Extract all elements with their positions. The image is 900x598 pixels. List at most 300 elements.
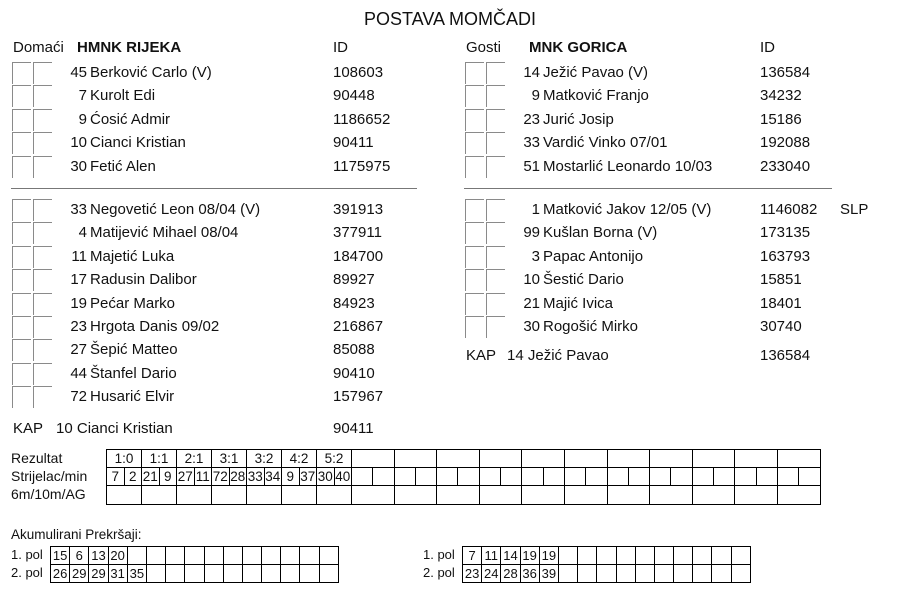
player-checkbox[interactable] [12, 156, 31, 178]
result-cell: 1:1 [142, 450, 177, 468]
penalty-cell [352, 486, 395, 505]
player-id: 89927 [333, 271, 375, 289]
player-number: 9 [531, 87, 540, 105]
player-number: 11 [71, 247, 87, 265]
player-name: Kurolt Edi [90, 87, 156, 105]
player-checkbox[interactable] [486, 62, 505, 84]
penalty-cell [650, 486, 693, 505]
scorer-minute-cell: 2 [124, 468, 142, 486]
foul-cell: 19 [539, 547, 558, 565]
player-number: 17 [70, 271, 87, 289]
player-number: 23 [523, 110, 540, 128]
player-checkbox[interactable] [465, 156, 484, 178]
half-label: 1. pol [11, 547, 43, 562]
away-player-row [465, 131, 885, 155]
player-id: 90448 [333, 87, 375, 105]
foul-cell [674, 547, 693, 565]
scorer-cell [479, 468, 500, 486]
penalty-cell [317, 486, 352, 505]
home-team-name: HMNK RIJEKA [77, 39, 182, 56]
penalty-cell [479, 486, 522, 505]
player-name: Majetić Luka [90, 247, 175, 265]
player-name: Pećar Marko [90, 294, 176, 312]
player-id: 216867 [333, 318, 384, 335]
player-checkbox[interactable] [12, 293, 31, 315]
player-checkbox[interactable] [486, 156, 505, 178]
result-cell [735, 450, 778, 468]
foul-cell: 24 [482, 565, 501, 583]
half-label: 1. pol [423, 547, 455, 562]
foul-cell [712, 547, 731, 565]
player-name: Radusin Dalibor [90, 271, 197, 289]
scorer-cell [352, 468, 373, 486]
home-captain [13, 420, 374, 437]
player-checkbox[interactable] [486, 199, 505, 221]
player-checkbox[interactable] [33, 156, 52, 178]
player-checkbox[interactable] [465, 199, 484, 221]
home-player-row [12, 198, 412, 222]
foul-cell [578, 565, 597, 583]
player-checkbox[interactable] [486, 222, 505, 244]
scorer-minute-cell: 40 [335, 468, 351, 484]
penalty-cell [735, 486, 778, 505]
home-player-row [12, 155, 412, 179]
foul-cell: 7 [463, 547, 482, 565]
player-id: 233040 [760, 157, 811, 175]
player-checkbox[interactable] [12, 132, 31, 154]
result-cell [777, 450, 820, 468]
player-id: 18401 [760, 294, 802, 312]
player-checkbox[interactable] [465, 62, 484, 84]
scorer-minute-cell: 11 [195, 468, 210, 484]
scorer-cell [628, 468, 649, 486]
foul-cell: 23 [463, 565, 482, 583]
scorer-number-cell: 27 [177, 468, 193, 484]
scorer-cell [692, 468, 713, 486]
player-checkbox[interactable] [486, 85, 505, 107]
away-captain-name: Ježić Pavao [527, 347, 609, 364]
foul-cell [319, 565, 338, 583]
foul-cell [223, 565, 242, 583]
player-checkbox[interactable] [12, 246, 31, 268]
player-checkbox[interactable] [465, 316, 484, 338]
player-number: 99 [523, 224, 540, 242]
player-number: 21 [523, 294, 540, 312]
foul-cell [731, 565, 750, 583]
foul-cell [635, 565, 654, 583]
player-id: 192088 [760, 134, 811, 152]
foul-cell [281, 547, 300, 565]
player-id: 391913 [333, 201, 384, 218]
player-checkbox[interactable] [12, 386, 31, 408]
foul-cell [319, 547, 338, 565]
player-name: Negovetić Leon 08/04 (V) [90, 201, 261, 218]
away-captain-number: 14 [507, 347, 524, 364]
foul-cell: 36 [520, 565, 539, 583]
player-checkbox[interactable] [12, 199, 31, 221]
player-checkbox[interactable] [486, 269, 505, 291]
scorer-cell [777, 468, 798, 486]
player-checkbox[interactable] [33, 222, 52, 244]
player-checkbox[interactable] [12, 109, 31, 131]
away-player-row [465, 268, 885, 292]
player-number: 4 [78, 224, 87, 242]
player-name: Ćosić Admir [90, 110, 171, 128]
scorer-number-cell: 30 [317, 468, 333, 484]
player-name: Berković Carlo (V) [90, 64, 212, 81]
foul-cell: 29 [89, 565, 108, 583]
player-number: 3 [531, 247, 540, 265]
player-id: 1175975 [333, 157, 391, 175]
away-player-row [465, 245, 885, 269]
home-player-row [12, 268, 412, 292]
scorer-cell [586, 468, 607, 486]
scorer-minute-cell: 37 [300, 468, 316, 484]
player-checkbox[interactable] [465, 85, 484, 107]
player-checkbox[interactable] [486, 316, 505, 338]
foul-cell [223, 547, 242, 565]
player-name: Matković Jakov 12/05 (V) [543, 201, 712, 218]
foul-cell: 19 [520, 547, 539, 565]
foul-cell [146, 547, 165, 565]
player-id: 1146082 [760, 201, 818, 218]
player-number: 10 [523, 271, 540, 289]
result-cell [650, 450, 693, 468]
scorer-cell [735, 468, 756, 486]
away-side-label: Gosti [466, 39, 502, 56]
scorer-minute-cell: 34 [265, 468, 281, 484]
away-player-row [465, 292, 885, 316]
home-player-row [12, 61, 412, 85]
scorer-cell [607, 468, 628, 486]
foul-cell: 14 [501, 547, 520, 565]
player-number: 30 [70, 157, 87, 175]
penalty-cell [107, 486, 142, 505]
player-checkbox[interactable] [12, 316, 31, 338]
player-name: Vardić Vinko 07/01 [543, 134, 668, 152]
scorer-number-cell: 72 [212, 468, 228, 484]
player-name: Jurić Josip [543, 110, 614, 128]
result-cell: 1:0 [107, 450, 142, 468]
foul-cell [597, 565, 616, 583]
result-cell [607, 450, 650, 468]
foul-cell [558, 547, 577, 565]
home-player-row [12, 385, 412, 409]
foul-cell [300, 547, 319, 565]
player-number: 10 [70, 134, 87, 152]
foul-cell [616, 565, 635, 583]
home-captain-name: Cianci Kristian [76, 420, 173, 437]
scorer-number-cell: 9 [282, 468, 300, 486]
away-captain [466, 347, 811, 364]
penalty-cell [212, 486, 247, 505]
penalty-label: 6m/10m/AG [11, 486, 86, 502]
home-captain-label: KAP [13, 420, 44, 437]
home-player-row [12, 108, 412, 132]
foul-cell [654, 547, 673, 565]
player-number: 33 [70, 201, 87, 218]
foul-cell [166, 547, 185, 565]
player-name: Kušlan Borna (V) [543, 224, 658, 242]
result-cell: 3:2 [247, 450, 282, 468]
player-name: Hrgota Danis 09/02 [90, 318, 220, 335]
scorer-number-cell: 33 [247, 468, 263, 484]
player-id: 90410 [333, 364, 375, 382]
foul-cell: 29 [70, 565, 89, 583]
fouls-title: Akumulirani Prekršaji: [11, 527, 142, 542]
player-name: Husarić Elvir [90, 388, 175, 406]
scorer-cell [543, 468, 564, 486]
away-player-row [465, 108, 885, 132]
result-cell [564, 450, 607, 468]
score-labels [11, 449, 87, 503]
player-name: Šestić Dario [543, 271, 624, 289]
away-player-row [465, 198, 885, 222]
player-checkbox[interactable] [486, 132, 505, 154]
player-number: 27 [70, 341, 87, 359]
scorer-cell [714, 468, 735, 486]
player-checkbox[interactable] [33, 85, 52, 107]
foul-cell [693, 547, 712, 565]
player-checkbox[interactable] [12, 62, 31, 84]
player-checkbox[interactable] [486, 109, 505, 131]
penalty-cell [247, 486, 282, 505]
player-id: 157967 [333, 388, 384, 406]
scorer-minute-cell: 28 [230, 468, 246, 484]
foul-cell [635, 547, 654, 565]
result-cell: 5:2 [317, 450, 352, 468]
foul-cell [654, 565, 673, 583]
away-fouls-second-half [423, 564, 753, 583]
page-title: POSTAVA MOMČADI [363, 9, 537, 29]
player-number: 51 [523, 157, 540, 175]
player-number: 72 [70, 388, 87, 406]
foul-cell: 11 [482, 547, 501, 565]
foul-cell [281, 565, 300, 583]
player-id: 1186652 [333, 110, 391, 128]
foul-cell [693, 565, 712, 583]
player-checkbox[interactable] [12, 85, 31, 107]
foul-cell [731, 547, 750, 565]
home-player-row [12, 292, 412, 316]
result-cell [437, 450, 480, 468]
player-checkbox[interactable] [12, 269, 31, 291]
player-checkbox[interactable] [33, 269, 52, 291]
result-cell [522, 450, 565, 468]
foul-cell [166, 565, 185, 583]
scorer-cell [501, 468, 522, 486]
player-name: Šepić Matteo [90, 341, 178, 359]
player-number: 44 [70, 364, 87, 382]
player-id: 377911 [333, 224, 382, 242]
result-cell: 3:1 [212, 450, 247, 468]
player-name: Matijević Mihael 08/04 [90, 224, 239, 242]
foul-cell [558, 565, 577, 583]
result-cell [394, 450, 437, 468]
penalty-cell [177, 486, 212, 505]
player-checkbox[interactable] [33, 109, 52, 131]
foul-cell [597, 547, 616, 565]
player-checkbox[interactable] [465, 293, 484, 315]
foul-cell: 26 [51, 565, 70, 583]
away-player-row [465, 315, 885, 339]
away-divider [464, 188, 832, 189]
player-id: 108603 [333, 64, 384, 81]
player-name: Ježić Pavao (V) [543, 64, 649, 81]
home-player-row [12, 221, 412, 245]
player-number: 7 [78, 87, 87, 105]
player-checkbox[interactable] [33, 363, 52, 385]
player-checkbox[interactable] [33, 62, 52, 84]
penalty-cell [437, 486, 480, 505]
home-player-row [12, 84, 412, 108]
player-checkbox[interactable] [33, 132, 52, 154]
player-checkbox[interactable] [33, 293, 52, 315]
scorer-cell [437, 468, 458, 486]
player-name: Rogošić Mirko [543, 318, 639, 335]
player-id: 163793 [760, 247, 811, 265]
foul-cell [185, 565, 204, 583]
player-checkbox[interactable] [12, 339, 31, 361]
player-checkbox[interactable] [33, 246, 52, 268]
home-fouls-second-half [11, 564, 341, 583]
scorer-label: Strijelac/min [11, 468, 88, 484]
scorer-cell [415, 468, 436, 486]
foul-cell: 39 [539, 565, 558, 583]
player-id: 34232 [760, 87, 802, 105]
away-id-header: ID [760, 39, 775, 56]
result-cell: 2:1 [177, 450, 212, 468]
penalty-cell [522, 486, 565, 505]
foul-cell: 28 [501, 565, 520, 583]
penalty-cell [777, 486, 820, 505]
player-checkbox[interactable] [465, 246, 484, 268]
player-checkbox[interactable] [465, 222, 484, 244]
away-player-row [465, 84, 885, 108]
foul-cell: 6 [70, 547, 89, 565]
player-extra-badge: SLP [840, 201, 869, 218]
player-checkbox[interactable] [465, 269, 484, 291]
foul-cell [616, 547, 635, 565]
away-team-name: MNK GORICA [529, 39, 628, 56]
scorer-cell [564, 468, 585, 486]
player-number: 33 [523, 134, 540, 152]
player-id: 84923 [333, 294, 375, 312]
player-number: 14 [523, 64, 540, 81]
player-checkbox[interactable] [486, 293, 505, 315]
home-fouls-first-half [11, 546, 341, 565]
player-name: Štanfel Dario [90, 364, 177, 382]
player-name: Cianci Kristian [90, 134, 186, 152]
home-player-row [12, 245, 412, 269]
player-name: Papac Antonijo [543, 247, 644, 265]
penalty-cell [394, 486, 437, 505]
foul-cell [146, 565, 165, 583]
foul-cell [204, 565, 223, 583]
foul-cell [712, 565, 731, 583]
result-cell [692, 450, 735, 468]
player-name: Majić Ivica [543, 294, 614, 312]
player-id: 15186 [760, 110, 802, 128]
penalty-cell [607, 486, 650, 505]
player-number: 45 [70, 64, 87, 81]
scorer-number-cell: 21 [142, 468, 158, 484]
player-checkbox[interactable] [12, 222, 31, 244]
player-id: 136584 [760, 64, 811, 81]
player-name: Matković Franjo [543, 87, 649, 105]
away-captain-id: 136584 [760, 347, 811, 364]
player-id: 85088 [333, 341, 375, 359]
player-name: Fetić Alen [90, 157, 156, 175]
home-player-row [12, 131, 412, 155]
away-player-row [465, 61, 885, 85]
player-checkbox[interactable] [465, 109, 484, 131]
home-captain-id: 90411 [333, 420, 374, 437]
player-number: 23 [70, 318, 87, 335]
scorer-cell [373, 468, 394, 486]
scorer-minute-cell: 9 [159, 468, 177, 486]
home-player-row [12, 362, 412, 386]
player-number: 19 [70, 294, 87, 312]
player-number: 9 [78, 110, 87, 128]
foul-cell: 20 [108, 547, 127, 565]
penalty-cell [142, 486, 177, 505]
scorer-number-cell: 7 [107, 468, 125, 486]
player-checkbox[interactable] [465, 132, 484, 154]
player-checkbox[interactable] [486, 246, 505, 268]
away-fouls-first-half [423, 546, 753, 565]
player-checkbox[interactable] [33, 339, 52, 361]
scorer-cell [522, 468, 543, 486]
home-divider [11, 188, 417, 189]
scorer-cell [458, 468, 479, 486]
foul-cell [300, 565, 319, 583]
scorer-cell [799, 468, 820, 486]
foul-cell: 13 [89, 547, 108, 565]
foul-cell [185, 547, 204, 565]
scorer-cell [394, 468, 415, 486]
player-id: 173135 [760, 224, 811, 242]
foul-cell [262, 565, 281, 583]
player-checkbox[interactable] [33, 316, 52, 338]
result-label: Rezultat [11, 450, 63, 466]
home-player-row [12, 338, 412, 362]
foul-cell: 35 [127, 565, 146, 583]
scorer-cell [650, 468, 671, 486]
player-checkbox[interactable] [12, 363, 31, 385]
player-checkbox[interactable] [33, 386, 52, 408]
result-cell: 4:2 [282, 450, 317, 468]
player-number: 30 [523, 318, 540, 335]
home-side-label: Domaći [13, 39, 64, 56]
player-number: 1 [531, 201, 540, 218]
foul-cell [242, 547, 261, 565]
half-label: 2. pol [11, 565, 43, 580]
player-id: 30740 [760, 318, 802, 335]
home-captain-number: 10 [56, 420, 73, 437]
player-checkbox[interactable] [33, 199, 52, 221]
foul-cell: 31 [108, 565, 127, 583]
home-player-row [12, 315, 412, 339]
player-id: 15851 [760, 271, 802, 289]
player-name: Mostarlić Leonardo 10/03 [543, 157, 713, 175]
scorer-cell [756, 468, 777, 486]
foul-cell [262, 547, 281, 565]
half-label: 2. pol [423, 565, 455, 580]
player-id: 90411 [333, 134, 374, 152]
away-captain-label: KAP [466, 347, 497, 364]
score-grid [106, 449, 821, 505]
